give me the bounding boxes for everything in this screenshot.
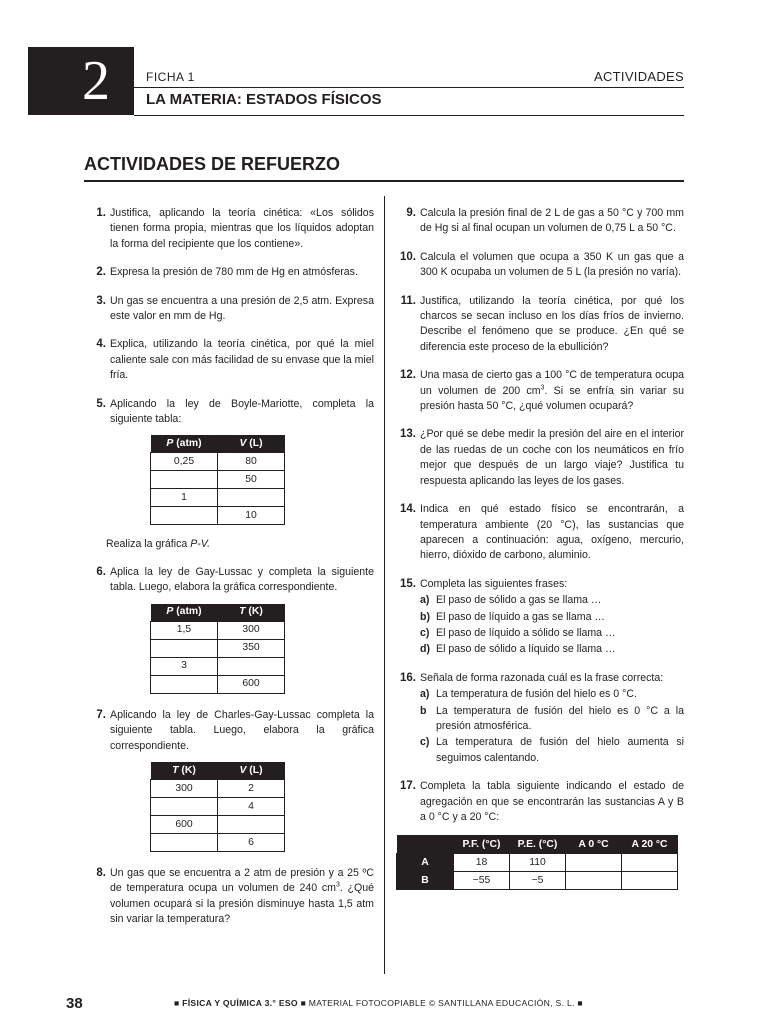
question-number: 1. [96, 207, 106, 219]
question-text: ¿Por qué se debe medir la presión del aire en el interior de las ruedas de un coche con los neumáticos en frío mejor que después de un largo viaje? Justifica tu respuesta aplicando las leyes de los gases. [420, 428, 684, 487]
table-row: 10 [151, 507, 285, 525]
question-2 [84, 265, 374, 280]
list-item: a) La temperatura de fusión del hielo es 0 °C. [420, 688, 637, 701]
table-row: 4 [151, 797, 285, 815]
question-text: Indica en qué estado físico se encontrarán, a temperatura ambiente (20 °C), las sustancias que aparecen a continuación: agua, oxígeno, mercurio, hierro, dióxido de carbono, aluminio. [420, 503, 684, 562]
question-text: Explica, utilizando la teoría cinética, por qué la miel caliente sale con más facilidad de su envase que la miel fría. [110, 338, 374, 382]
table-header: V (L) [218, 762, 285, 780]
question-text: Expresa la presión de 780 mm de Hg en atmósferas. [110, 266, 358, 279]
section-title: ACTIVIDADES DE REFUERZO [84, 154, 341, 174]
question-13 [394, 427, 684, 489]
table-header: P (atm) [151, 435, 218, 453]
question-number: 16. [400, 671, 416, 684]
question-text: Calcula la presión final de 2 L de gas a 50 °C y 700 mm de Hg si al final ocupan un volumen de 0,75 L a 50 °C. [420, 207, 684, 235]
question-16 [394, 671, 684, 766]
table-corner [397, 835, 454, 854]
table-header: P.E. (°C) [510, 835, 566, 854]
table-row: 3 [151, 657, 285, 675]
question-text: Justifica, utilizando la teoría cinética, por qué los charcos se secan incluso en los días fríos de invierno. Describe el fenómeno que se produce. ¿En qué se diferencia este proceso de la ebullición? [420, 294, 684, 353]
question-9 [394, 206, 684, 237]
graph-instruction: Realiza la gráfica P-V. [106, 538, 211, 551]
question-number: 9. [406, 207, 416, 219]
table-row: 300 2 [151, 779, 285, 797]
table-states [396, 835, 678, 890]
table-header: P (atm) [151, 604, 218, 622]
question-12 [394, 368, 684, 414]
question-number: 17. [400, 780, 416, 793]
list-item: c) El paso de líquido a sólido se llama … [420, 626, 616, 639]
table-header: V (L) [218, 435, 285, 453]
question-5 [84, 397, 374, 428]
question-number: 7. [96, 708, 106, 721]
table-row: 350 [151, 639, 285, 657]
question-text: Señala de forma razonada cuál es la frase correcta: [420, 671, 664, 684]
table-row: A 18 110 [397, 854, 678, 872]
table-row: 600 [151, 815, 285, 833]
ficha-label: FICHA 1 [146, 70, 195, 84]
question-17 [394, 779, 684, 825]
question-14 [394, 502, 684, 564]
table-row: 6 [151, 833, 285, 851]
question-number: 3. [96, 294, 106, 307]
list-item: a) El paso de sólido a gas se llama … [420, 594, 602, 607]
question-number: 6. [96, 565, 106, 578]
question-15 [394, 577, 684, 658]
question-1 [84, 206, 374, 252]
question-6 [84, 565, 374, 596]
question-text: Justifica, aplicando la teoría cinética: «Los sólidos tienen forma propia, mientras que los líquidos adoptan la forma del recipiente que los contiene». [110, 207, 374, 250]
footer-credit: ■ FÍSICA Y QUÍMICA 3.° ESO ■ MATERIAL FOTOCOPIABLE © SANTILLANA EDUCACIÓN, S. L. ■ [174, 998, 583, 1008]
question-4 [84, 337, 374, 383]
question-text: Completa las siguientes frases: [420, 577, 568, 590]
table-row: 1,5 300 [151, 621, 285, 639]
question-text: Calcula el volumen que ocupa a 350 K un gas que a 300 K ocupaba un volumen de 5 L (la presión no varía). [420, 250, 684, 279]
question-7 [84, 708, 374, 754]
table-row: 1 [151, 489, 285, 507]
section-label: ACTIVIDADES [594, 69, 684, 84]
question-text: Completa la tabla siguiente indicando el estado de agregación en que se encontrarán las sustancias A y B a 0 °C y a 20 °C: [420, 780, 684, 823]
table-header: T (K) [218, 604, 285, 622]
page-title: LA MATERIA: ESTADOS FÍSICOS [146, 91, 382, 108]
question-number: 12. [400, 369, 416, 382]
header-rule-bottom [134, 115, 684, 116]
table-boyle-mariotte [150, 435, 285, 525]
question-number: 8. [96, 866, 106, 879]
table-gay-lussac [150, 604, 285, 694]
table-row: 0,25 80 [151, 453, 285, 471]
question-3 [84, 294, 374, 325]
table-row: B −55 −5 [397, 872, 678, 890]
question-text: Aplicando la ley de Charles-Gay-Lussac completa la siguiente tabla. Luego, elabora la gráfica correspondiente. [110, 708, 374, 752]
question-text: Aplica la ley de Gay-Lussac y completa la siguiente tabla. Luego, elabora la gráfica correspondiente. [110, 565, 374, 594]
list-item: b) El paso de líquido a gas se llama … [420, 610, 606, 623]
question-text: Una masa de cierto gas a 100 °C de temperatura ocupa un volumen de 200 $cm^3$. Si se enfría sin variar su presión hasta 50 °C, ¿qué volumen ocupará? [420, 369, 684, 413]
question-number: 4. [96, 338, 106, 351]
table-header: A 0 °C [566, 835, 622, 854]
question-number: 11. [400, 294, 416, 307]
table-row: 50 [151, 471, 285, 489]
chapter-number: 2 [82, 50, 110, 112]
table-header: P.F. (°C) [454, 835, 510, 854]
header-rule [134, 87, 684, 88]
section-rule [84, 180, 684, 182]
table-header: T (K) [151, 762, 218, 780]
table-header: A 20 °C [622, 835, 678, 854]
question-number: 10. [400, 250, 416, 263]
question-number: 14. [400, 503, 416, 516]
right-column [394, 206, 684, 890]
chapter-box [28, 47, 134, 115]
page-number: 38 [66, 995, 83, 1012]
question-text: Un gas se encuentra a una presión de 2,5 atm. Expresa este valor en mm de Hg. [110, 294, 374, 323]
list-item: d) El paso de sólido a líquido se llama … [420, 643, 616, 656]
question-text: Un gas que se encuentra a 2 atm de presión y a 25 ºC de temperatura ocupa un volumen de 240 $cm^3$. ¿Qué volumen ocupará si la presión disminuye hasta 1,5 atm sin variar la temperatura? [110, 866, 374, 926]
list-item: b La temperatura de fusión del hielo es 0 °C a la presión atmosférica. [420, 704, 684, 732]
left-column [84, 206, 374, 941]
table-row: 600 [151, 675, 285, 693]
question-number: 15. [400, 577, 416, 590]
question-10 [394, 250, 684, 281]
question-number: 5. [96, 397, 106, 410]
question-text: Aplicando la ley de Boyle-Mariotte, completa la siguiente tabla: [110, 397, 374, 426]
question-number: 13. [400, 428, 416, 441]
table-charles-gay-lussac [150, 762, 285, 852]
list-item: c) La temperatura de fusión del hielo aumenta si seguimos calentando. [420, 736, 684, 764]
question-number: 2. [96, 266, 106, 279]
column-divider [384, 196, 385, 974]
question-11 [394, 294, 684, 356]
question-8 [84, 866, 374, 928]
